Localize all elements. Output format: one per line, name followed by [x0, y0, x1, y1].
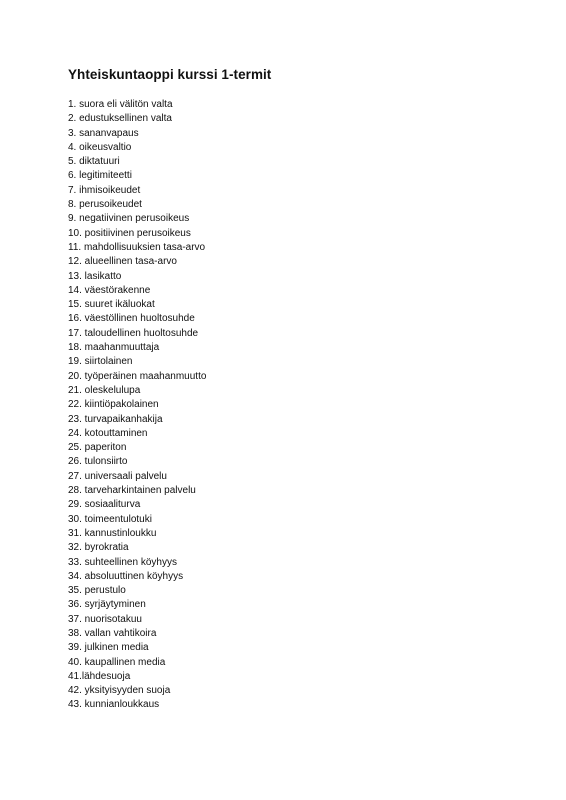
term-item: 26. tulonsiirto — [68, 456, 128, 468]
term-item: 9. negatiivinen perusoikeus — [68, 213, 190, 225]
term-item: 8. perusoikeudet — [68, 199, 142, 211]
document-title: Yhteiskuntaoppi kurssi 1-termit — [68, 67, 272, 82]
term-item: 43. kunnianloukkaus — [68, 699, 160, 711]
term-item: 32. byrokratia — [68, 542, 129, 554]
term-item: 6. legitimiteetti — [68, 170, 132, 182]
term-item: 22. kiintiöpakolainen — [68, 399, 159, 411]
term-item: 13. lasikatto — [68, 270, 122, 282]
term-item: 38. vallan vahtikoira — [68, 627, 157, 639]
term-item: 1. suora eli välitön valta — [68, 99, 173, 110]
term-item: 30. toimeentulotuki — [68, 513, 152, 525]
term-item: 33. suhteellinen köyhyys — [68, 556, 177, 568]
term-item: 18. maahanmuuttaja — [68, 342, 160, 354]
term-item: 16. väestöllinen huoltosuhde — [68, 313, 195, 325]
term-item: 3. sananvapaus — [68, 127, 139, 139]
term-item: 25. paperiton — [68, 442, 127, 454]
term-item: 23. turvapaikanhakija — [68, 413, 163, 425]
term-item: 10. positiivinen perusoikeus — [68, 227, 191, 239]
term-item: 5. diktatuuri — [68, 156, 120, 168]
term-item: 24. kotouttaminen — [68, 427, 148, 439]
term-item: 31. kannustinloukku — [68, 527, 157, 539]
term-item: 36. syrjäytyminen — [68, 599, 146, 611]
term-item: 35. perustulo — [68, 585, 126, 597]
term-item: 27. universaali palvelu — [68, 470, 167, 482]
term-item: 11. mahdollisuuksien tasa-arvo — [68, 241, 206, 253]
term-item: 14. väestörakenne — [68, 284, 151, 296]
term-item: 17. taloudellinen huoltosuhde — [68, 327, 199, 339]
term-item: 19. siirtolainen — [68, 356, 133, 368]
term-item: 2. edustuksellinen valta — [68, 113, 172, 125]
term-item: 15. suuret ikäluokat — [68, 299, 155, 311]
term-item: 12. alueellinen tasa-arvo — [68, 256, 177, 268]
term-item: 21. oleskelulupa — [68, 384, 141, 396]
term-item: 41.lähdesuoja — [68, 670, 131, 682]
term-item: 39. julkinen media — [68, 642, 149, 654]
term-item: 40. kaupallinen media — [68, 656, 166, 668]
term-item: 34. absoluuttinen köyhyys — [68, 570, 184, 582]
term-list — [68, 98, 206, 713]
term-item: 7. ihmisoikeudet — [68, 184, 141, 196]
term-item: 28. tarveharkintainen palvelu — [68, 485, 196, 497]
term-item: 29. sosiaaliturva — [68, 499, 141, 511]
term-item: 42. yksityisyyden suoja — [68, 685, 171, 697]
term-item: 20. työperäinen maahanmuutto — [68, 370, 207, 382]
term-item: 4. oikeusvaltio — [68, 141, 132, 153]
term-item: 37. nuorisotakuu — [68, 613, 142, 625]
